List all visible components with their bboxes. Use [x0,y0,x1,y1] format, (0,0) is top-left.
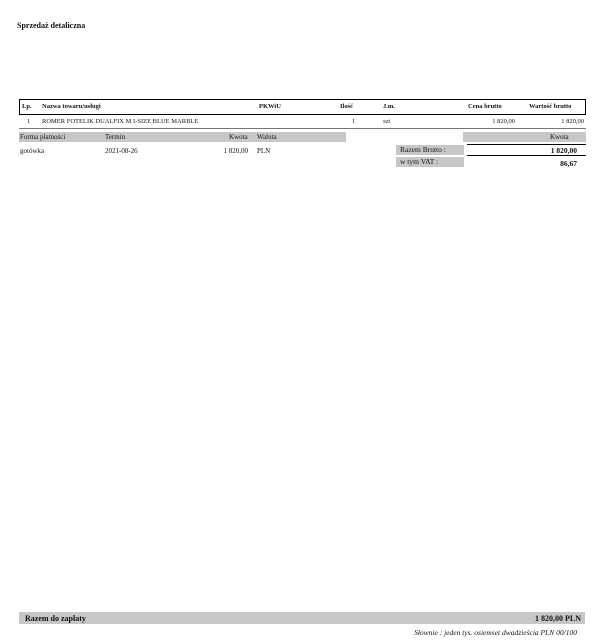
col-header-gross-price: Cena brutto [468,103,502,110]
gross-total-bottom-line [467,155,586,156]
to-pay-bar [19,612,585,624]
document-title: Sprzedaż detaliczna [17,21,86,30]
vat-value: 86,67 [560,159,577,168]
gross-total-label: Razem Brutto : [400,145,446,154]
row-gross-price: 1 820,00 [492,118,515,125]
payment-header-bar [19,132,346,142]
row-name: ROMER FOTELIK DUALFIX M I-SIZE BLUE MARBLE [42,118,199,125]
items-table [19,99,586,129]
amount-in-words: Słownie : jeden tys. osiemset dwadzieścia PLN 00/100 [414,628,577,637]
row-lp: 1 [27,118,31,125]
gross-total-value: 1 820,00 [550,146,577,155]
row-gross-value: 1 820,00 [561,118,584,125]
row-unit: szt [383,118,391,125]
payment-currency-header: Waluta [257,133,277,141]
payment-amount-value: 1 820,00 [223,147,248,155]
col-header-unit: J.m. [383,103,395,110]
col-header-name: Nazwa towaru/usługi [42,103,101,110]
row-qty: 1 [352,118,356,125]
table-bottom-line [19,128,586,129]
payment-currency-value: PLN [257,147,271,155]
to-pay-label: Razem do zapłaty [25,614,86,623]
header-divider [19,114,586,115]
vat-label: w tym VAT : [400,157,439,166]
col-header-lp: Lp. [22,103,32,110]
payment-due-header: Termin [105,133,126,141]
gross-total-label-box [396,145,464,155]
payment-due-value: 2021-08-26 [105,147,138,155]
col-header-pkwiu: PKWiU [259,103,281,110]
payment-amount-header: Kwota [229,133,248,141]
vat-label-box [396,157,464,167]
gross-total-top-line [467,144,586,145]
to-pay-value: 1 820,00 PLN [535,614,581,623]
col-header-gross-value: Wartość brutto [529,103,572,110]
payment-form-value: gotówka [20,147,45,155]
col-header-qty: Ilość [340,103,353,110]
summary-amount-header: Kwota [550,133,569,141]
payment-form-header: Forma płatności [20,133,66,141]
